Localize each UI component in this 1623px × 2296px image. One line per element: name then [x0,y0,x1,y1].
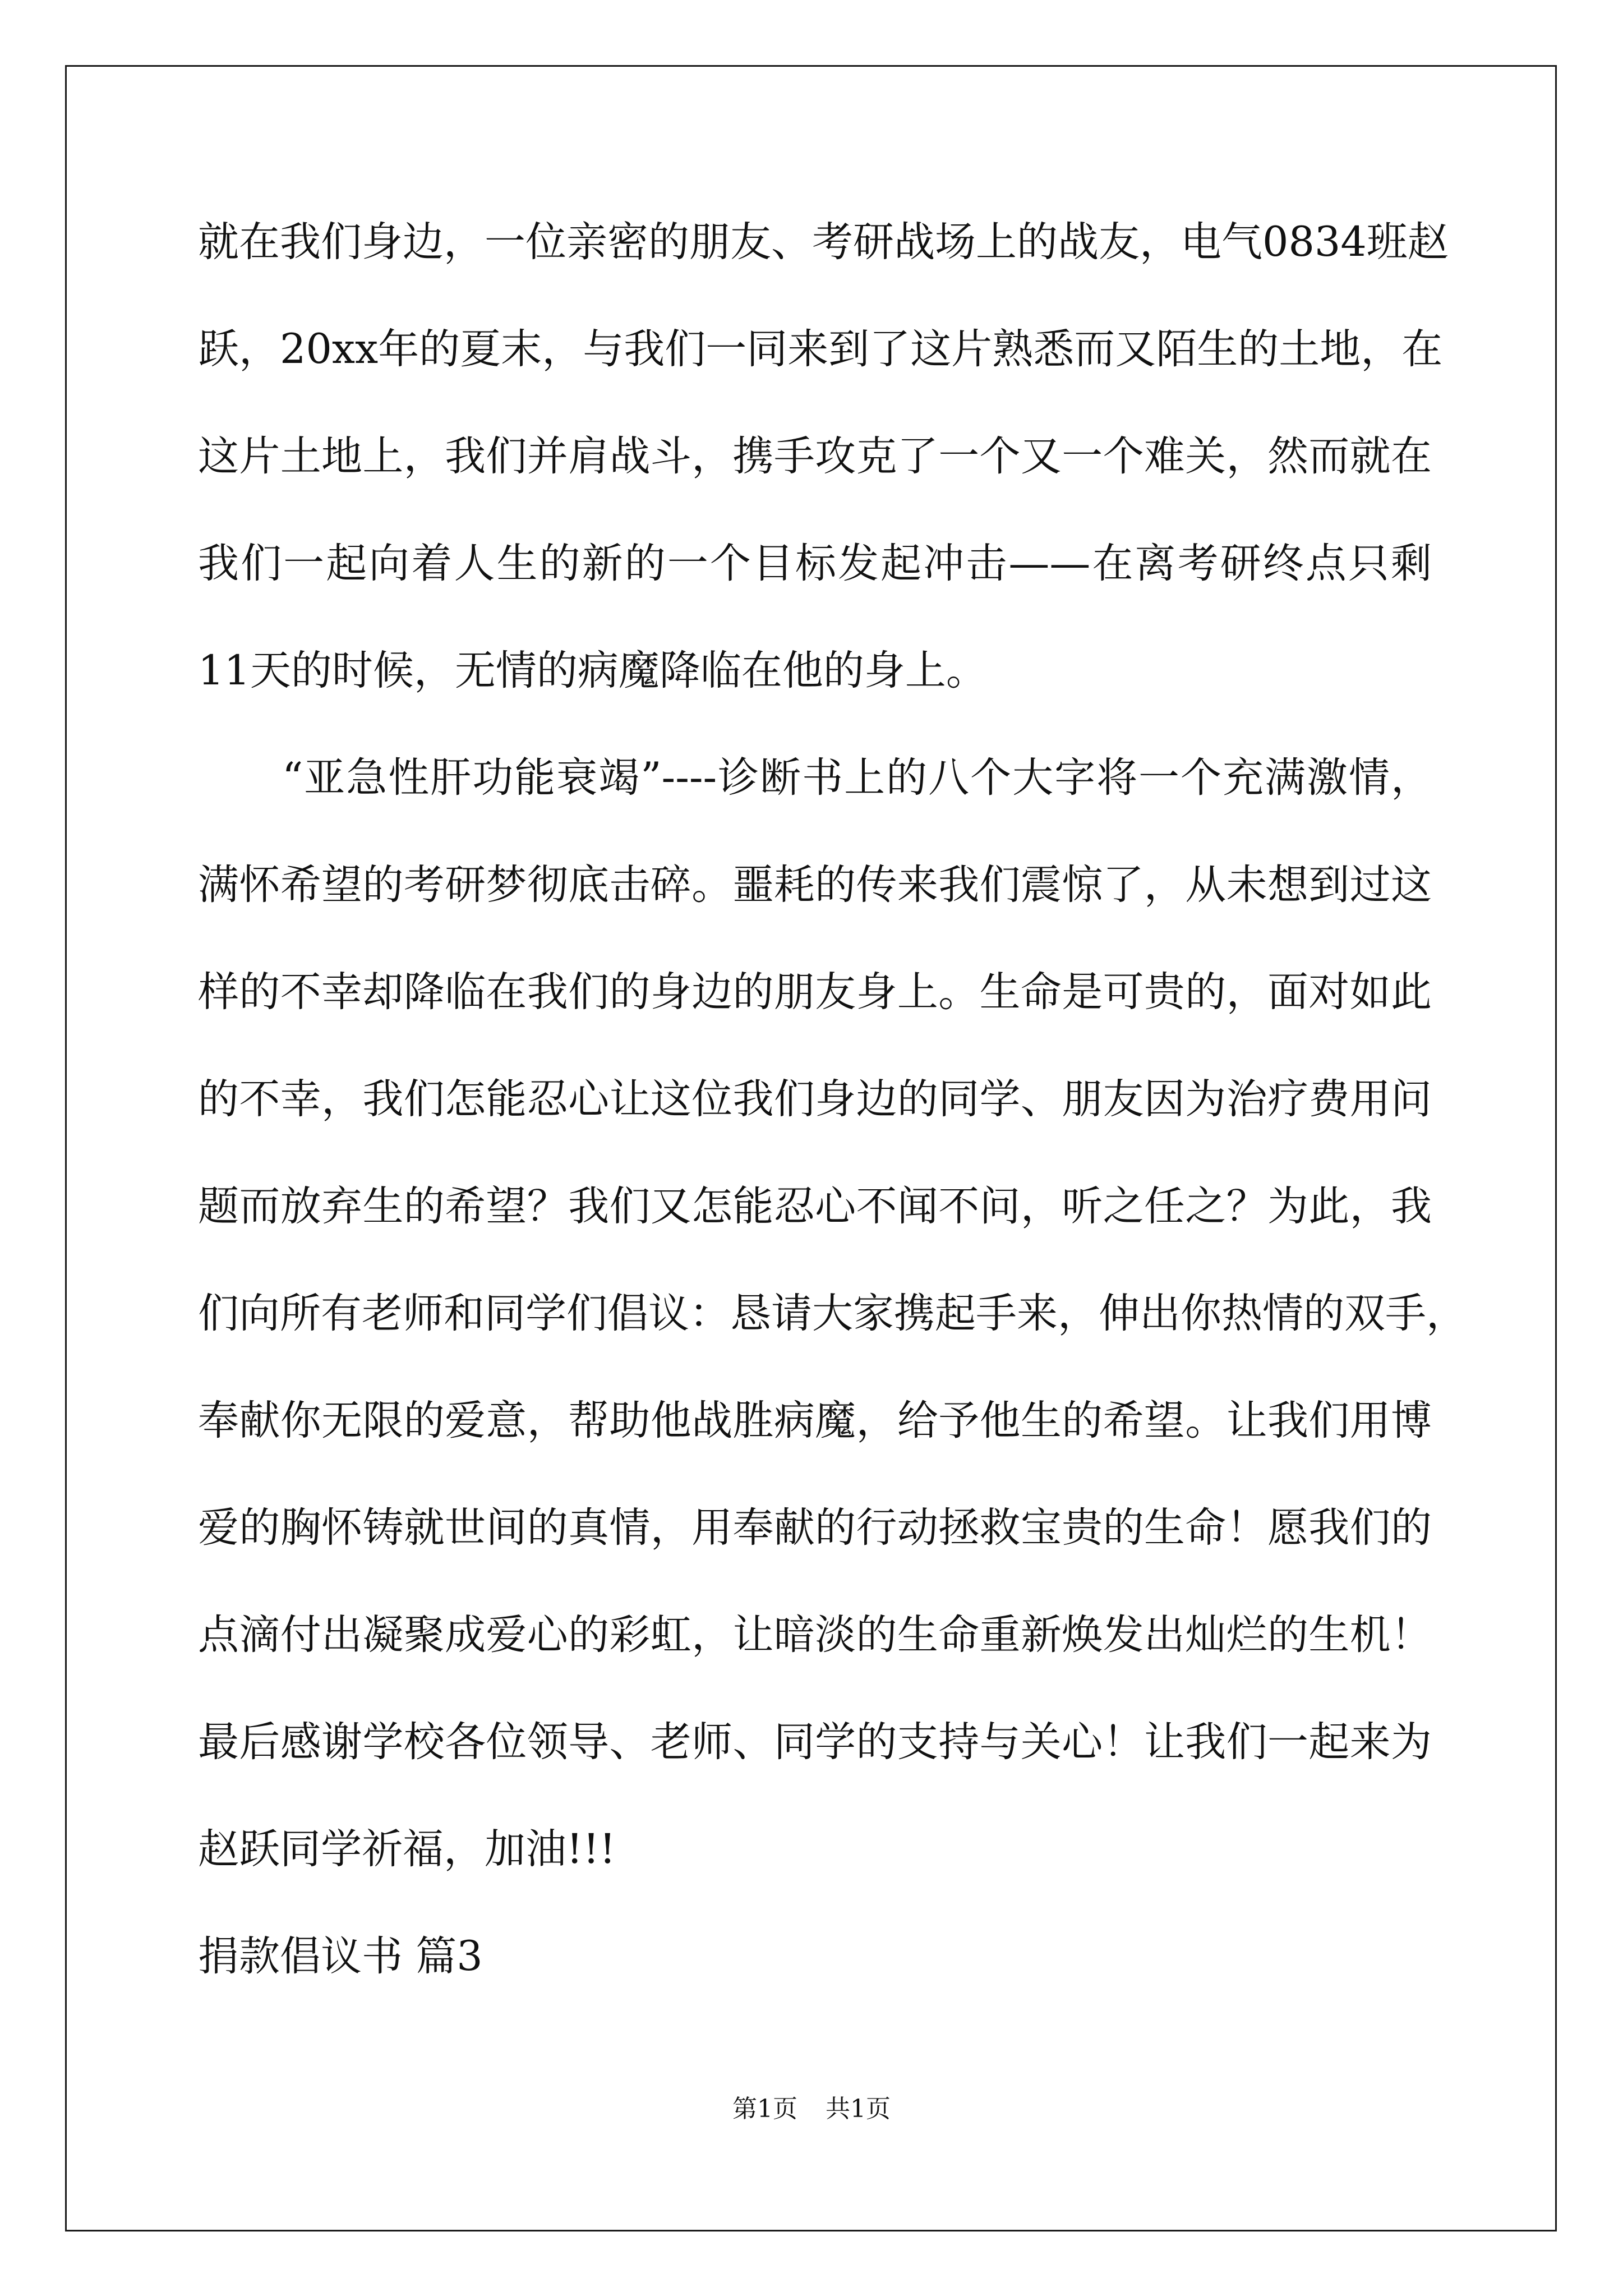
paragraph-line: 最后感谢学校各位领导、老师、同学的支持与关心！让我们一起来为 [198,1718,1432,1766]
paragraph-line: 这片土地上，我们并肩战斗，携手攻克了一个又一个难关，然而就在 [198,432,1432,480]
paragraph-line: 题而放弃生的希望？我们又怎能忍心不闻不问，听之任之？为此，我 [198,1182,1432,1230]
paragraph-line: 们向所有老师和同学们倡议：恳请大家携起手来，伸出你热情的双手， [198,1290,1467,1337]
paragraph-line: “亚急性肝功能衰竭”----诊断书上的八个大字将一个充满激情， [282,754,1432,802]
page-footer [0,2092,1623,2126]
paragraph-line: 就在我们身边，一位亲密的朋友、考研战场上的战友，电气0834班赵 [198,218,1449,266]
paragraph-line: 跃，20xx年的夏末，与我们一同来到了这片熟悉而又陌生的土地，在 [198,325,1443,373]
paragraph-line: 点滴付出凝聚成爱心的彩虹，让暗淡的生命重新焕发出灿烂的生机！ [198,1611,1432,1659]
paragraph-line: 11天的时候，无情的病魔降临在他的身上。 [198,647,987,694]
paragraph-line: 的不幸，我们怎能忍心让这位我们身边的同学、朋友因为治疗费用问 [198,1075,1432,1123]
paragraph-line: 爱的胸怀铸就世间的真情，用奉献的行动拯救宝贵的生命！愿我们的 [198,1504,1432,1552]
section-heading: 捐款倡议书 篇3 [198,1932,483,1980]
paragraph-line: 我们一起向着人生的新的一个目标发起冲击——在离考研终点只剩 [198,540,1432,587]
paragraph-line: 赵跃同学祈福，加油!!! [198,1825,616,1873]
page-number: 第1页 [732,2095,797,2123]
paragraph-line: 奉献你无限的爱意，帮助他战胜病魔，给予他生的希望。让我们用博 [198,1397,1432,1444]
page-total: 共1页 [826,2095,891,2123]
document-body [198,212,1467,2033]
paragraph-line: 满怀希望的考研梦彻底击碎。噩耗的传来我们震惊了，从未想到过这 [198,861,1432,909]
paragraph-line: 样的不幸却降临在我们的身边的朋友身上。生命是可贵的，面对如此 [198,968,1432,1016]
